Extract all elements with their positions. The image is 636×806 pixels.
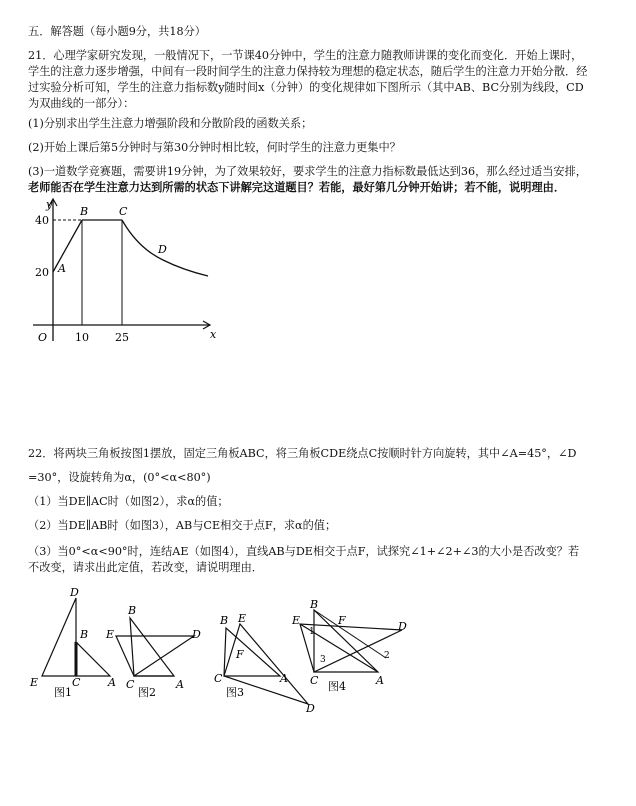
fig3-label-f: F	[236, 648, 244, 661]
fig1-label-a: A	[108, 676, 116, 689]
fig4-label-a: A	[376, 674, 384, 687]
triangle-abc	[130, 618, 174, 676]
triangle-abc	[224, 628, 280, 676]
point-d-label: D	[158, 243, 167, 256]
triangle-cde	[116, 636, 194, 676]
section-header: 五．解答题（每小题9分，共18分）	[28, 25, 206, 38]
q21-part-3-line-2: 老师能否在学生注意力达到所需的状态下讲解完这道题目？若能，最好第几分钟开始讲；若不能，说明理由．	[28, 180, 566, 194]
fig4-angle-2: 2	[384, 651, 390, 661]
point-a-label: A	[58, 262, 66, 275]
fig4-label-d: D	[398, 620, 407, 633]
fig2-label-b: B	[128, 604, 137, 617]
fig3-label-d: D	[306, 702, 315, 715]
fig4-angle-1: 1	[309, 627, 315, 637]
fig3-caption: 图3	[226, 686, 244, 699]
point-b-label: B	[80, 205, 89, 218]
x-tick-25: 25	[115, 331, 129, 344]
y-axis-label: y	[46, 198, 53, 211]
fig4-label-c: C	[310, 674, 319, 687]
q21-text-line-2: 学生的注意力逐步增强，中间有一段时间学生的注意力保持较为理想的稳定状态，随后学生的注意力开始分散．经	[28, 65, 588, 78]
fig1-label-c: C	[72, 676, 81, 689]
x-axis-label: x	[210, 328, 217, 341]
q21-text-line-4: 为双曲线的一部分）：	[28, 97, 135, 110]
fig1-caption: 图1	[54, 686, 72, 699]
q21-part-3-line-1: (3)一道数学竞赛题，需要讲19分钟，为了效果较好，要求学生的注意力指标数最低达到36，那么经过适当安排，	[28, 165, 587, 178]
triangle-cde	[300, 624, 402, 672]
q21-text-line-1: 21．心理学家研究发现，一般情况下，一节课40分钟中，学生的注意力随教师讲课的变化而变化．开始上课时，	[28, 49, 583, 62]
q22-part-3-line-1: （3）当0°<α<90°时，连结AE（如图4），直线AB与DE相交于点F，试探究∠1+∠2+∠3的大小是否改变？若	[28, 545, 580, 558]
fig4-angle-3: 3	[320, 655, 326, 665]
origin-label: O	[38, 331, 48, 344]
fig3-label-a: A	[280, 672, 288, 685]
fig4-caption: 图4	[328, 680, 346, 693]
attention-graph	[28, 196, 228, 346]
y-tick-20: 20	[35, 266, 49, 279]
fig4-label-f: F	[338, 614, 346, 627]
point-c-label: C	[119, 205, 128, 218]
triangle-cde	[42, 598, 76, 676]
figure-4	[292, 596, 408, 706]
q22-part-1: （1）当DE∥AC时（如图2），求α的值；	[28, 495, 229, 508]
q21-part-1: (1)分别求出学生注意力增强阶段和分散阶段的函数关系；	[28, 117, 313, 130]
y-tick-40: 40	[35, 214, 49, 227]
fig4-label-e: E	[292, 614, 301, 627]
q21-part-2: (2)开始上课后第5分钟时与第30分钟时相比较，何时学生的注意力更集中？	[28, 141, 401, 154]
fig1-label-d: D	[70, 586, 79, 599]
q22-part-2: （2）当DE∥AB时（如图3），AB与CE相交于点F，求α的值；	[28, 519, 337, 532]
fig2-label-d: D	[192, 628, 201, 641]
q22-text-line-1: 22．将两块三角板按图1摆放，固定三角板ABC，将三角板CDE绕点C按顺时针方向旋转，其中∠A=45°，∠D	[28, 447, 577, 460]
fig2-label-e: E	[106, 628, 115, 641]
fig2-label-c: C	[126, 678, 135, 691]
fig1-label-e: E	[30, 676, 39, 689]
fig2-caption: 图2	[138, 686, 156, 699]
fig2-label-a: A	[176, 678, 184, 691]
fig3-label-b: B	[220, 614, 229, 627]
x-tick-10: 10	[75, 331, 89, 344]
fig4-label-b: B	[310, 598, 319, 611]
q21-text-line-3: 过实验分析可知，学生的注意力指标数y随时间x（分钟）的变化规律如下图所示（其中AB、BC分别为线段，CD	[28, 81, 584, 94]
extended-line	[314, 610, 386, 658]
q22-part-3-line-2: 不改变，请求出此定值，若改变，请说明理由．	[28, 561, 263, 574]
fig3-label-e: E	[238, 612, 247, 625]
q22-text-line-2: =30°，设旋转角为α，(0°<α<80°)	[28, 471, 211, 484]
figure-3	[212, 612, 315, 722]
fig3-label-c: C	[214, 672, 223, 685]
fig1-label-b: B	[80, 628, 89, 641]
figure-2	[104, 604, 209, 714]
